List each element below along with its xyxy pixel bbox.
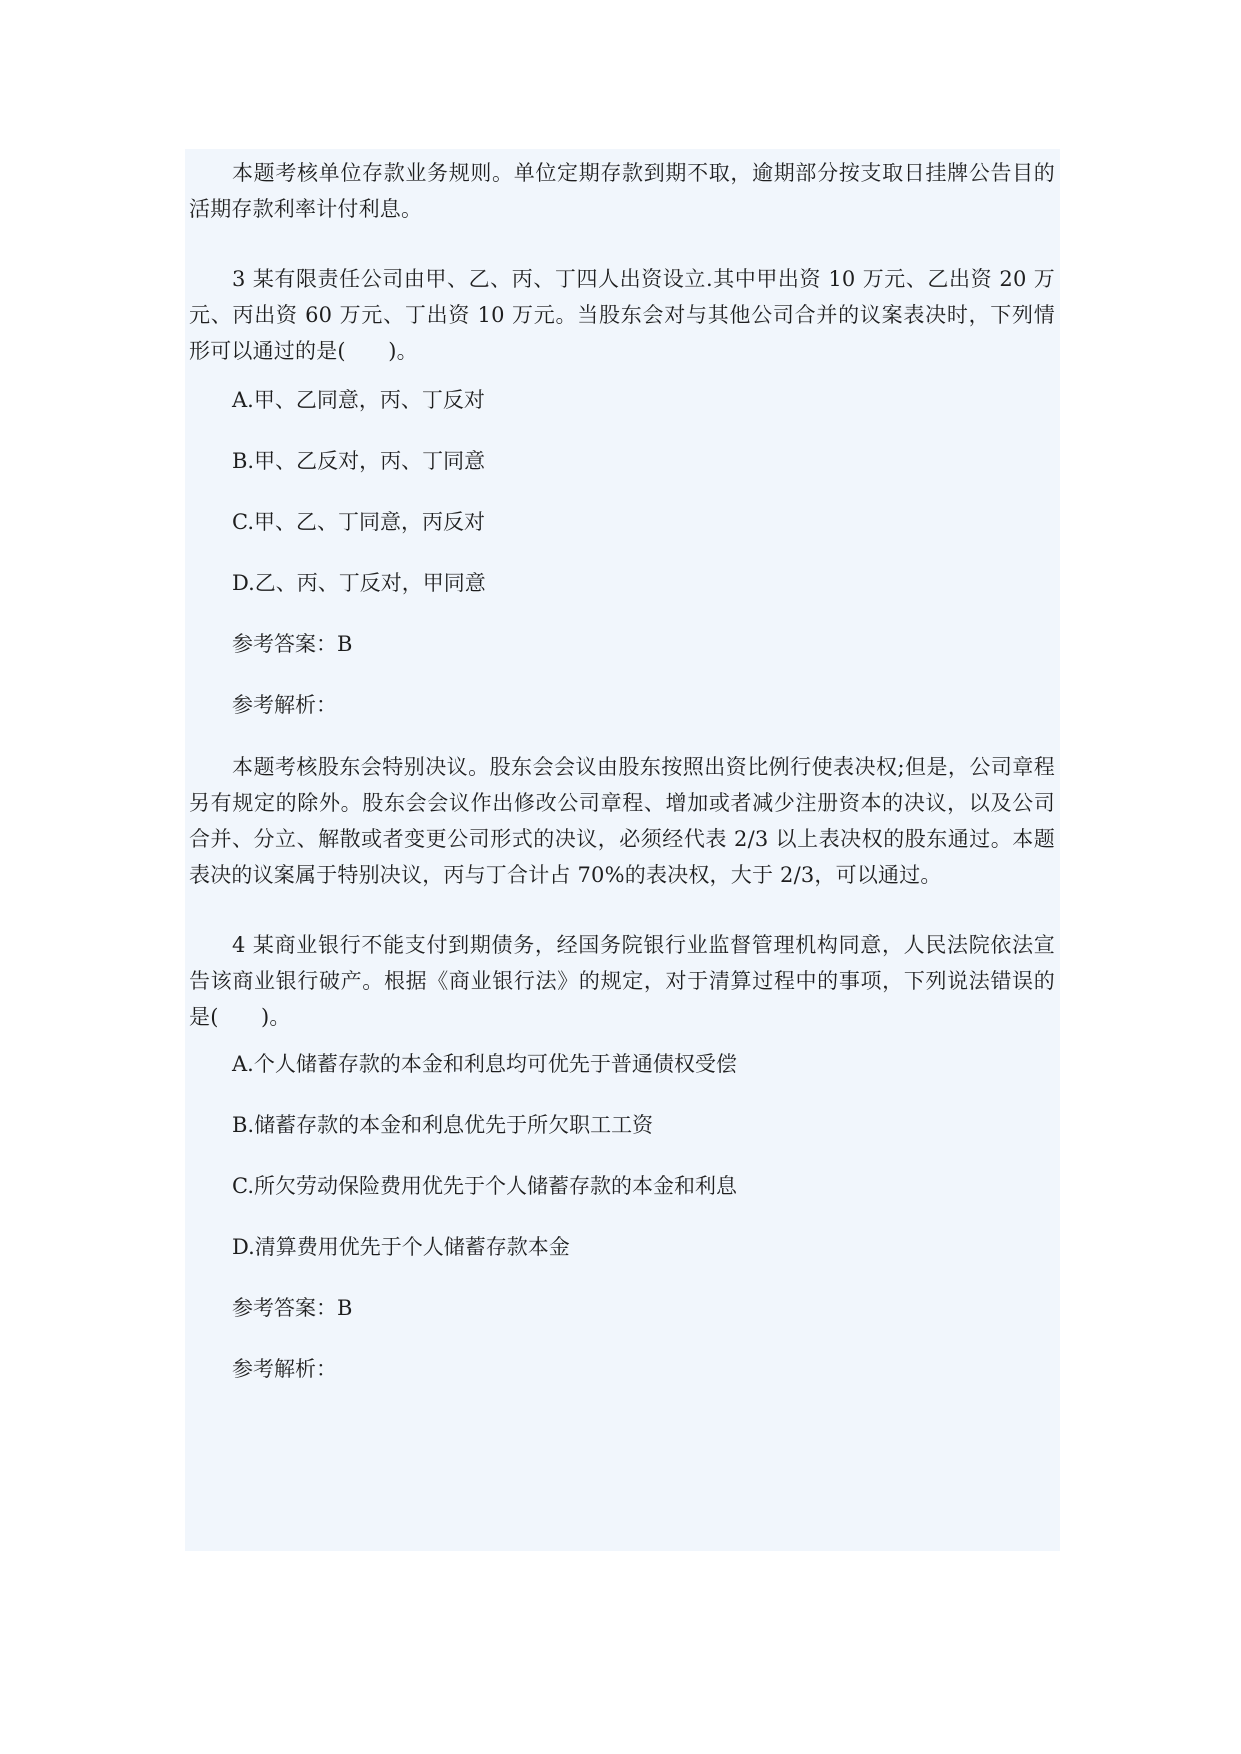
question-3-option-c: C.甲、乙、丁同意，丙反对 bbox=[232, 510, 485, 534]
question-3-stem: 3 某有限责任公司由甲、乙、丙、丁四人出资设立.其中甲出资 10 万元、乙出资 20 万元、丙出资 60 万元、丁出资 10 万元。当股东会对与其他公司合并的议案表决时，下列情形可以通过的是( )。 bbox=[189, 267, 1055, 363]
question-3-answer: 参考答案：B bbox=[232, 632, 353, 656]
question-4-stem: 4 某商业银行不能支付到期债务，经国务院银行业监督管理机构同意，人民法院依法宣告该商业银行破产。根据《商业银行法》的规定，对于清算过程中的事项，下列说法错误的是( )。 bbox=[189, 933, 1055, 1029]
question-4-option-c: C.所欠劳动保险费用优先于个人储蓄存款的本金和利息 bbox=[232, 1174, 737, 1198]
question-4-answer: 参考答案：B bbox=[232, 1296, 353, 1320]
question-4-option-d: D.清算费用优先于个人储蓄存款本金 bbox=[232, 1235, 570, 1259]
question-4-option-b: B.储蓄存款的本金和利息优先于所欠职工工资 bbox=[232, 1113, 654, 1137]
document-content-box bbox=[185, 149, 1060, 1551]
question-3-option-a: A.甲、乙同意，丙、丁反对 bbox=[232, 388, 485, 412]
intro-explanation: 本题考核单位存款业务规则。单位定期存款到期不取，逾期部分按支取日挂牌公告目的活期存款利率计付利息。 bbox=[189, 161, 1055, 221]
question-3-option-b: B.甲、乙反对，丙、丁同意 bbox=[232, 449, 486, 473]
question-3-analysis: 本题考核股东会特别决议。股东会会议由股东按照出资比例行使表决权;但是，公司章程另有规定的除外。股东会会议作出修改公司章程、增加或者减少注册资本的决议，以及公司合并、分立、解散或者变更公司形式的决议，必须经代表 2/3 以上表决权的股东通过。本题表决的议案属于特别决议，丙与丁合计占 70%的表决权，大于 2/3，可以通过。 bbox=[189, 755, 1055, 887]
question-3-analysis-label: 参考解析： bbox=[232, 693, 337, 717]
question-4-analysis-label: 参考解析： bbox=[232, 1357, 337, 1381]
question-4-option-a: A.个人储蓄存款的本金和利息均可优先于普通债权受偿 bbox=[232, 1052, 737, 1076]
question-3-option-d: D.乙、丙、丁反对，甲同意 bbox=[232, 571, 486, 595]
